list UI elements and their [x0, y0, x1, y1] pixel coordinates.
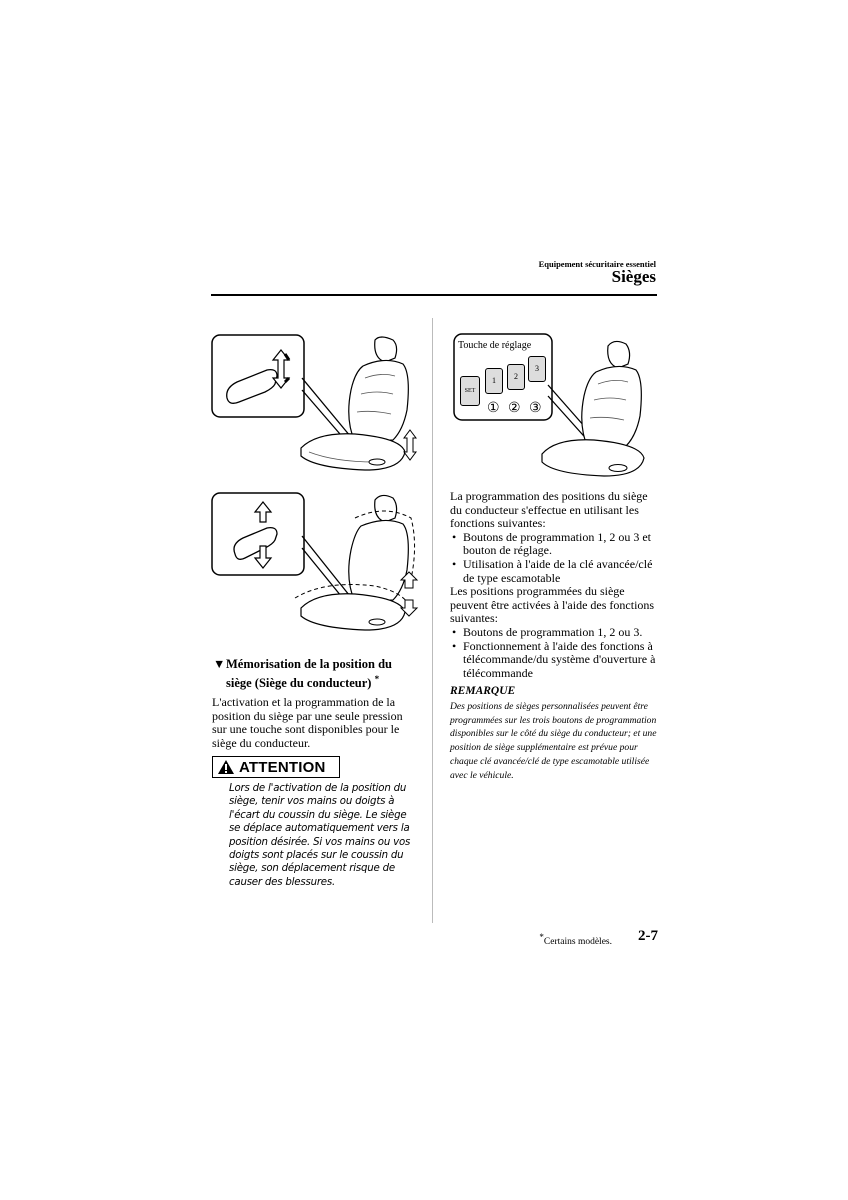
warning-icon [217, 759, 235, 775]
page-title: Sièges [611, 267, 656, 286]
memory-button-2: 2 [507, 364, 525, 390]
adjust-button-callout: Touche de réglage [458, 340, 532, 351]
list-item: • Fonctionnement à l'aide des fonctions à télécommande/du système d'ouverture à télécommande [450, 640, 660, 681]
intro-paragraph: L'activation et la programmation de la position du siège par une seule pression sur une touche sont disponibles pour le siège du conducteur. [212, 695, 403, 750]
page-number: 2-7 [638, 928, 658, 944]
list-item: • Boutons de programmation 1, 2 ou 3. [450, 626, 660, 640]
right-column-body [450, 490, 660, 680]
memory-buttons-illustration [448, 330, 663, 480]
section-label: Equipement sécuritaire essentiel [538, 259, 656, 269]
attention-banner [212, 756, 340, 778]
note-label: REMARQUE [450, 685, 516, 697]
memory-button-set: SET [460, 376, 480, 406]
list-item: • Boutons de programmation 1, 2 ou 3 et bouton de réglage. [450, 531, 660, 558]
heading-triangle-icon: ▼ [213, 657, 226, 671]
header-rule [211, 294, 657, 296]
column-divider [432, 318, 433, 923]
marker-1: ① [487, 401, 500, 416]
attention-text: Lors de l'activation de la position du siège, tenir vos mains ou doigts à l'écart du coussin du siège. Le siège se déplace automatiquement vers la position désirée. Si vos mains ou vos doigts sont placés sur le coussin du siège, son déplacement risque de causer des blessures. [229, 783, 411, 888]
programming-list [450, 531, 660, 585]
seat-illustration-tilt [205, 488, 430, 643]
attention-label: ATTENTION [239, 758, 326, 776]
footnote: *Certains modèles. [539, 932, 612, 948]
list-item: • Utilisation à l'aide de la clé avancée/clé de type escamotable [450, 558, 660, 585]
model-footnote-mark: * [374, 674, 380, 684]
marker-2: ② [508, 401, 521, 416]
memory-section-heading: ▼Mémorisation de la position du siège (Siège du conducteur) * [213, 657, 392, 691]
programming-paragraph: La programmation des positions du siège du conducteur s'effectue en utilisant les fonctions suivantes: [450, 489, 648, 531]
footnote-mark: * [539, 932, 544, 942]
memory-button-3: 3 [528, 356, 546, 382]
memory-button-1: 1 [485, 368, 503, 394]
activation-paragraph: Les positions programmées du siège peuvent être activées à l'aide des fonctions suivantes: [450, 584, 655, 626]
note-text: Des positions de sièges personnalisées peuvent être programmées sur les trois boutons de programmation disponibles sur le côté du siège du conducteur; et une position de siège supplémentaire est prévue pour chaque clé avancée/clé de type escamotable utilisée avec le véhicule. [450, 701, 657, 781]
seat-illustration-height [205, 330, 430, 480]
marker-3: ③ [529, 401, 542, 416]
activation-list [450, 626, 660, 680]
